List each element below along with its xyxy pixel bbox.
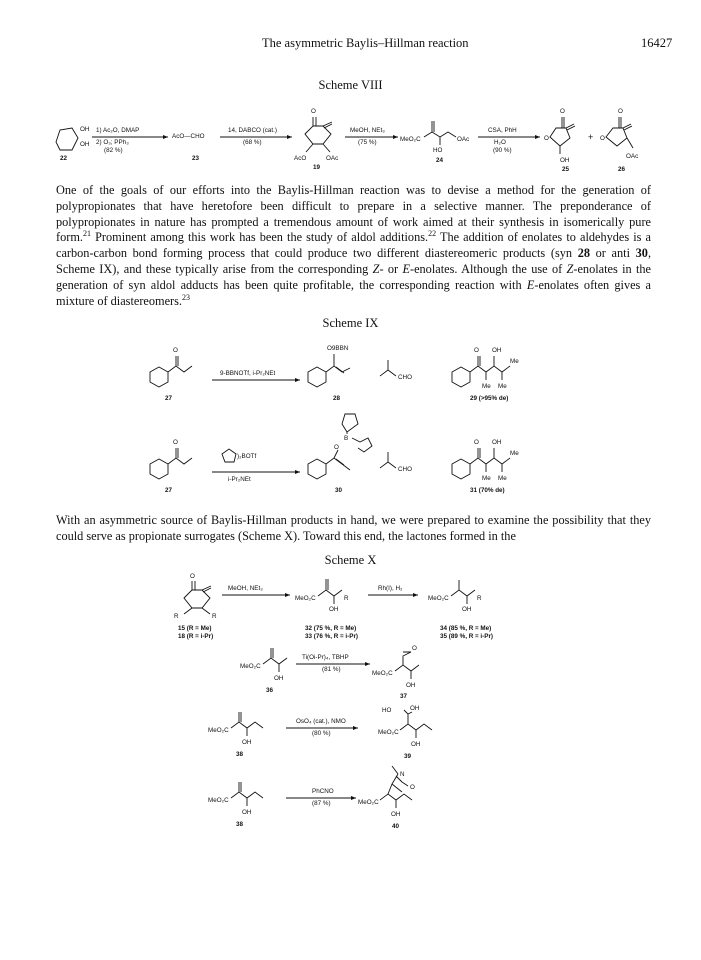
r1-sm-ring xyxy=(184,581,211,608)
label-29: 29 (>95% de) xyxy=(470,395,509,402)
label-27-row2: 27 xyxy=(165,487,173,494)
cmp22-oh-top: OH xyxy=(80,126,90,133)
row2-reagent-bottom: i-Pr₂NEt xyxy=(228,476,251,483)
r1-sm-r-left: R xyxy=(174,613,179,620)
running-header-title: The asymmetric Baylis–Hillman reaction xyxy=(262,36,469,50)
r3-prod-ho: HO xyxy=(382,707,392,714)
r2-sm-oh: OH xyxy=(274,675,284,682)
row1-product-ring xyxy=(452,367,470,387)
cmp24-meo2c: MeO₂C xyxy=(400,136,421,143)
cmp19-carbonyl-o: O xyxy=(311,108,316,115)
cmp19-side-chains xyxy=(306,144,330,152)
r4-yield: (87 %) xyxy=(312,800,331,807)
row1-product-oh: OH xyxy=(492,347,502,354)
row1-ketone-ring xyxy=(150,367,168,387)
row2-enolate-ring xyxy=(308,459,326,479)
r1-sm-r-right: R xyxy=(212,613,217,620)
row1-cho: CHO xyxy=(398,374,412,381)
r1-end-r: R xyxy=(477,595,482,602)
row2-arrow-head xyxy=(295,470,300,474)
cmp26-ring-o: O xyxy=(600,135,605,142)
r3-prod-skeleton xyxy=(400,710,432,738)
row2-ketone-ring xyxy=(150,459,168,479)
r1-reagent-1: MeOH, NEt₃ xyxy=(228,585,263,592)
cmp26-ring xyxy=(606,117,633,148)
cmp26-carbonyl-o: O xyxy=(618,108,623,115)
cmp25-ring-o: O xyxy=(544,135,549,142)
row2-reagent-ring xyxy=(222,449,236,462)
row1-ketone-chain xyxy=(168,356,192,372)
r3-prod-oh: OH xyxy=(411,741,421,748)
cmp19-aco: AcO xyxy=(294,155,307,162)
label-40: 40 xyxy=(392,823,400,830)
row1-product-me1: Me xyxy=(482,383,491,390)
r4-isoxazoline-n: N xyxy=(400,771,405,778)
cmp24-ho: HO xyxy=(433,147,443,154)
label-35: 35 (89 %, R = i-Pr) xyxy=(440,633,494,640)
row2-product-me1: Me xyxy=(482,475,491,482)
arrow-3-head xyxy=(393,135,398,139)
r3-prod-oh-top: OH xyxy=(410,705,420,712)
row2-cyclopentyl-top xyxy=(342,414,358,434)
r4-arrow-head xyxy=(351,796,356,800)
row2-reagent-top: )₂BOTf xyxy=(237,453,257,460)
r2-prod-meo2c: MeO₂C xyxy=(372,670,393,677)
arrow-2-head xyxy=(287,135,292,139)
plus-sign: + xyxy=(588,132,594,142)
r1-end-skeleton xyxy=(451,580,475,604)
scheme-viii xyxy=(0,104,701,184)
r1-arrow-1-head xyxy=(285,593,290,597)
arrow-1-head xyxy=(163,135,168,139)
cmp24-oac: OAc xyxy=(457,136,470,143)
row1-obbn: O9BBN xyxy=(327,345,349,352)
row2-aldehyde xyxy=(380,452,396,468)
cmp26-oac: OAc xyxy=(626,153,639,160)
r3-arrow-head xyxy=(353,726,358,730)
r3-reagent: OsO₄ (cat.), NMO xyxy=(296,718,346,725)
label-30: 30 xyxy=(335,487,343,494)
r1-arrow-2-head xyxy=(413,593,418,597)
label-28: 28 xyxy=(333,395,341,402)
row2-product-me: Me xyxy=(510,450,519,457)
row1-aldehyde xyxy=(380,360,396,376)
label-15: 15 (R = Me) xyxy=(178,625,212,632)
row2-enolate-o: O xyxy=(334,444,339,451)
r4-sm-oh: OH xyxy=(242,809,252,816)
label-24: 24 xyxy=(436,157,444,164)
body-paragraph-1: One of the goals of our efforts into the Baylis-Hillman reaction was to devise a method for the generation of polypropionates that have heretofore been difficult to prepare in a selective manner. The preponderance of polypropionates in nature has prompted a tremendous amount of work aimed at their synthesis in isomerically pure form.$^{21}$ Prominent among this work has been the study of aldol additions.$^{22}$ The addition of enolates to aldehydes is a carbon-carbon bond forming process that could produce two different diastereomeric products (syn 28 or anti 30, Scheme IX), and these typically arise from the corresponding Z- or E-enolates. Although the use of Z-enolates in the generation of syn aldol adducts has been quite profitable, the corresponding reaction with E-enolates often gives a mixture of diastereomers.$^{23}$ xyxy=(56,183,652,308)
label-18: 18 (R = i-Pr) xyxy=(178,633,214,640)
row2-ketone-chain xyxy=(168,448,192,464)
row1-enolate-chain xyxy=(326,354,350,373)
r1-end-oh: OH xyxy=(462,606,472,613)
label-38-r4: 38 xyxy=(236,821,244,828)
row2-boron: B xyxy=(344,435,349,442)
r3-sm-oh: OH xyxy=(242,739,252,746)
scheme-ix xyxy=(0,336,701,506)
step1-reagent-mid: 2) O₃; PPh₃ xyxy=(96,139,129,146)
r4-sm-skeleton xyxy=(231,782,263,806)
r3-prod-meo2c: MeO₂C xyxy=(378,729,399,736)
r3-sm-meo2c: MeO₂C xyxy=(208,727,229,734)
r1-carbonyl-o: O xyxy=(190,573,195,580)
r3-sm-skeleton xyxy=(231,712,263,736)
cmp23: AcO—CHO xyxy=(172,133,205,140)
label-37: 37 xyxy=(400,693,408,700)
label-32: 32 (75 %, R = Me) xyxy=(305,625,357,632)
label-27-row1: 27 xyxy=(165,395,173,402)
r1-mid-meo2c: MeO₂C xyxy=(295,595,316,602)
row1-product-chain xyxy=(470,356,510,380)
step1-yield: (82 %) xyxy=(104,147,123,154)
r3-yield: (80 %) xyxy=(312,730,331,737)
step2-reagent: 14, DABCO (cat.) xyxy=(228,127,277,134)
scheme-viii-title: Scheme VIII xyxy=(318,78,383,92)
scheme-x-title: Scheme X xyxy=(324,553,377,567)
row2-ketone-o: O xyxy=(173,439,178,446)
cmp22-oh-bottom: OH xyxy=(80,141,90,148)
cmp25-ring xyxy=(550,117,575,154)
scheme-ix-title: Scheme IX xyxy=(322,316,379,330)
r4-prod-meo2c: MeO₂C xyxy=(358,799,379,806)
cmp25-oh: OH xyxy=(560,157,570,164)
row1-product-me2: Me xyxy=(498,383,507,390)
r1-sm-substituents xyxy=(184,608,210,614)
r4-sm-meo2c: MeO₂C xyxy=(208,797,229,804)
label-31: 31 (70% de) xyxy=(470,487,505,494)
row1-product-o: O xyxy=(474,347,479,354)
row2-cyclopentyl-right xyxy=(352,438,372,452)
r2-yield: (81 %) xyxy=(322,666,341,673)
arrow-4-head xyxy=(535,135,540,139)
label-23: 23 xyxy=(192,155,200,162)
step4-reagent: CSA, PhH xyxy=(488,127,517,134)
r2-epoxide-o: O xyxy=(412,645,417,652)
step3-reagent: MeOH, NEt₃ xyxy=(350,127,385,134)
r4-isoxazoline-ring xyxy=(392,766,408,792)
row1-enolate-ring xyxy=(308,367,326,387)
label-36: 36 xyxy=(266,687,274,694)
page-number: 16427 xyxy=(641,36,673,50)
row1-arrow-head xyxy=(295,378,300,382)
scheme-x xyxy=(0,570,701,920)
step3-yield: (75 %) xyxy=(358,139,377,146)
r2-reagent: Ti(Oi-Pr)₄, TBHP xyxy=(302,654,349,661)
body-paragraph-2: With an asymmetric source of Baylis-Hillman products in hand, we were prepared to examine the possibility that they could serve as propionate surrogates (Scheme X). Toward this end, the lactones formed in the xyxy=(56,513,651,543)
r4-isoxazoline-o: O xyxy=(410,784,415,791)
row1-product-me: Me xyxy=(510,358,519,365)
label-26: 26 xyxy=(618,166,626,173)
r2-arrow-head xyxy=(365,662,370,666)
cmp25-carbonyl-o: O xyxy=(560,108,565,115)
cmp19-oac: OAc xyxy=(326,155,339,162)
step2-yield: (68 %) xyxy=(243,139,262,146)
label-25: 25 xyxy=(562,166,570,173)
label-38-r3: 38 xyxy=(236,751,244,758)
row1-reagent: 9-BBNOTf, i-Pr₂NEt xyxy=(220,370,276,377)
r2-prod-oh: OH xyxy=(406,682,416,689)
r4-prod-oh: OH xyxy=(391,811,401,818)
r4-reagent: PhCNO xyxy=(312,788,334,795)
cmp22-ring xyxy=(56,128,78,150)
row2-product-me2: Me xyxy=(498,475,507,482)
row2-product-chain xyxy=(470,448,510,472)
label-19: 19 xyxy=(313,164,321,171)
step1-reagent-top: 1) Ac₂O, DMAP xyxy=(96,127,140,134)
label-39: 39 xyxy=(404,753,412,760)
r1-mid-skeleton xyxy=(318,579,342,604)
r1-mid-r: R xyxy=(344,595,349,602)
row1-ketone-o: O xyxy=(173,347,178,354)
step4-solvent: H₂O xyxy=(494,139,506,146)
step4-yield: (90 %) xyxy=(493,147,512,154)
label-34: 34 (85 %, R = Me) xyxy=(440,625,492,632)
row2-enolate-chain xyxy=(326,450,350,470)
row2-product-o: O xyxy=(474,439,479,446)
cmp19-ring xyxy=(305,117,332,144)
row2-cho: CHO xyxy=(398,466,412,473)
label-33: 33 (76 %, R = i-Pr) xyxy=(305,633,359,640)
r1-reagent-2: Rh(I), H₂ xyxy=(378,585,403,592)
row2-product-oh: OH xyxy=(492,439,502,446)
r1-mid-oh: OH xyxy=(329,606,339,613)
r1-end-meo2c: MeO₂C xyxy=(428,595,449,602)
label-22: 22 xyxy=(60,155,68,162)
r2-prod-skeleton xyxy=(395,652,419,679)
row2-product-ring xyxy=(452,459,470,479)
r2-sm-skeleton xyxy=(263,648,287,672)
r2-sm-meo2c: MeO₂C xyxy=(240,663,261,670)
cmp24-skeleton xyxy=(424,121,456,145)
